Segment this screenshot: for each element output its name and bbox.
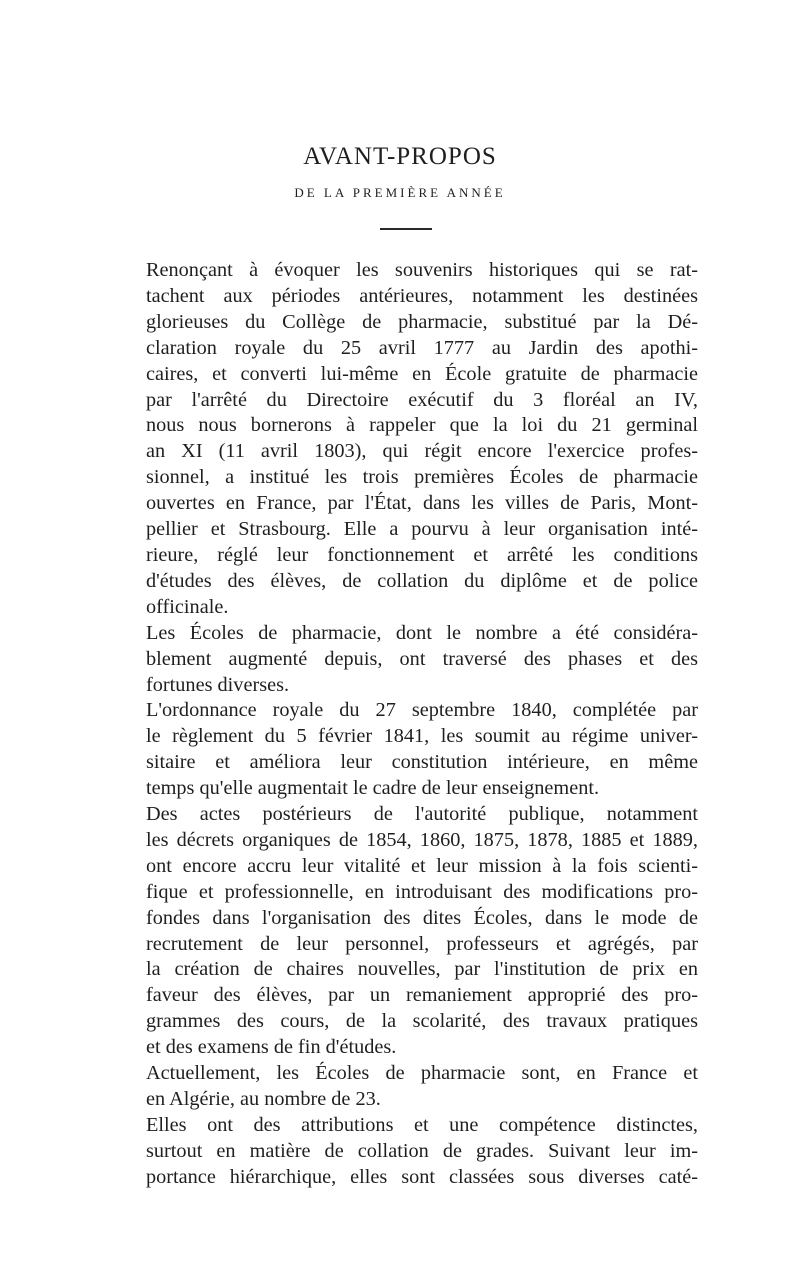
text-line: claration royale du 25 avril 1777 au Jardin des apothi- — [146, 336, 698, 359]
text-line: Des actes postérieurs de l'autorité publique, notamment — [146, 803, 698, 826]
text-line: fondes dans l'organisation des dites Écoles, dans le mode de — [146, 906, 698, 929]
text-line: sitaire et améliora leur constitution intérieure, en même — [146, 751, 698, 774]
text-line: L'ordonnance royale du 27 septembre 1840, complétée par — [146, 699, 698, 722]
text-line: surtout en matière de collation de grades. Suivant leur im- — [146, 1139, 698, 1162]
text-line: d'études des élèves, de collation du diplôme et de police — [146, 569, 698, 592]
text-line: recrutement de leur personnel, professeurs et agrégés, par — [146, 932, 698, 955]
text-line: Actuellement, les Écoles de pharmacie sont, en France et — [146, 1062, 698, 1085]
text-line: grammes des cours, de la scolarité, des travaux pratiques — [146, 1010, 698, 1033]
paragraph-actuellement — [110, 1061, 698, 1113]
text-line: fortunes diverses. — [146, 673, 290, 696]
text-line: Elles ont des attributions et une compétence distinctes, — [146, 1113, 698, 1136]
page-title: AVANT-PROPOS — [303, 143, 497, 170]
paragraph-ordonnance — [110, 698, 698, 802]
text-line: ouvertes en France, par l'État, dans les villes de Paris, Mont- — [146, 492, 698, 515]
text-line: par l'arrêté du Directoire exécutif du 3 floréal an IV, — [146, 388, 698, 411]
text-line: nous nous bornerons à rappeler que la loi du 21 germinal — [146, 414, 698, 437]
text-line: et des examens de fin d'études. — [146, 1036, 397, 1059]
paragraph-ecoles — [110, 621, 698, 699]
text-line: en Algérie, au nombre de 23. — [146, 1088, 381, 1110]
text-line: le règlement du 5 février 1841, les soumit au régime univer- — [146, 725, 698, 748]
text-line: Renonçant à évoquer les souvenirs historiques qui se rat- — [146, 259, 698, 281]
body-text — [110, 258, 698, 1191]
text-line: sionnel, a institué les trois premières Écoles de pharmacie — [146, 466, 698, 489]
page-subtitle: DE LA PREMIÈRE ANNÉE — [294, 185, 506, 200]
paragraph-attributions — [110, 1113, 698, 1191]
text-line: officinale. — [146, 595, 229, 618]
text-line: Les Écoles de pharmacie, dont le nombre a été considéra- — [146, 621, 698, 644]
text-line: temps qu'elle augmentait le cadre de leur enseignement. — [146, 777, 600, 800]
text-line: pellier et Strasbourg. Elle a pourvu à leur organisation inté- — [146, 518, 698, 541]
text-line: caires, et converti lui-même en École gratuite de pharmacie — [146, 362, 698, 385]
paragraph-intro — [110, 258, 698, 621]
text-line: portance hiérarchique, elles sont classées sous diverses caté- — [146, 1165, 698, 1188]
text-line: glorieuses du Collège de pharmacie, substitué par la Dé- — [146, 310, 698, 333]
text-line: blement augmenté depuis, ont traversé des phases et des — [146, 647, 698, 670]
text-line: an XI (11 avril 1803), qui régit encore l'exercice profes- — [146, 440, 698, 463]
text-line: ont encore accru leur vitalité et leur mission à la fois scienti- — [146, 854, 698, 877]
text-line: rieure, réglé leur fonctionnement et arrêté les conditions — [146, 543, 698, 566]
text-line: les décrets organiques de 1854, 1860, 1875, 1878, 1885 et 1889, — [146, 828, 698, 851]
text-line: faveur des élèves, par un remaniement approprié des pro- — [146, 984, 698, 1007]
text-line: fique et professionnelle, en introduisant des modifications pro- — [146, 880, 698, 903]
paragraph-actes — [110, 802, 698, 1061]
title-divider — [380, 228, 432, 230]
text-line: tachent aux périodes antérieures, notamment les destinées — [146, 284, 698, 307]
text-line: la création de chaires nouvelles, par l'institution de prix en — [146, 958, 698, 981]
